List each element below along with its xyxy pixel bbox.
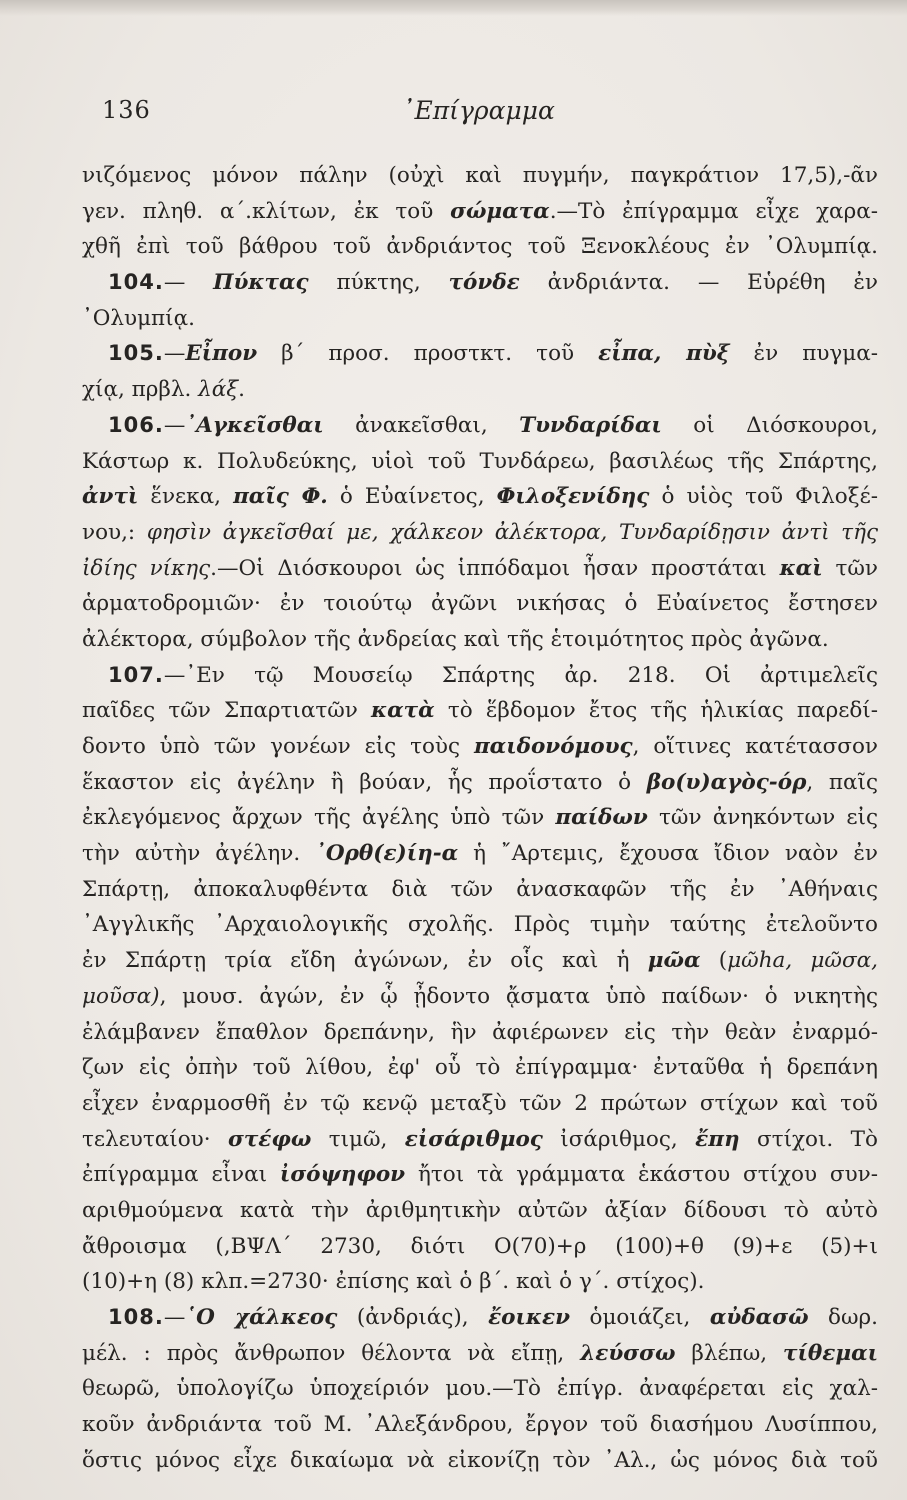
emphasis-run: κατὰ xyxy=(371,698,435,724)
text-run: ἀνακεῖσθαι, xyxy=(323,412,520,438)
text-line xyxy=(82,229,878,265)
text-run: χθῆ ἐπὶ τοῦ βάθρου τοῦ ἀνδριάντος τοῦ Ξενοκλέους ἐν ᾿Ολυμπίᾳ. xyxy=(82,234,878,260)
text-run: ( xyxy=(700,948,728,974)
emphasis-run: εἶπα, πὺξ xyxy=(598,341,730,367)
text-run: τῶν ἀνηκόντων εἰς xyxy=(647,805,878,831)
text-line xyxy=(82,729,878,765)
text-run: τὴν αὐτὴν ἀγέλην. xyxy=(82,841,316,867)
text-line xyxy=(82,479,878,515)
text-line xyxy=(82,372,878,408)
text-run: — xyxy=(163,270,214,296)
text-line xyxy=(82,1407,878,1443)
text-run: ζων εἰς ὀπὴν τοῦ λίθου, ἐφ' οὗ τὸ ἐπίγραμμα· ἐνταῦθα ἡ δρεπάνη xyxy=(82,1055,878,1081)
emphasis-run: ἔοικεν xyxy=(488,1305,571,1330)
text-run: (ἀνδριάς), xyxy=(337,1305,489,1330)
emphasis-run: παίδων xyxy=(555,805,648,831)
text-run: κοῦν ἀνδριάντα τοῦ Μ. ᾿Αλεξάνδρου, ἔργον τοῦ διασήμου Λυσίππου, xyxy=(82,1412,878,1438)
emphasis-run: λεύσσω xyxy=(580,1340,676,1366)
emphasis-run: ἔπη xyxy=(695,1126,740,1152)
emphasis-run: ᾿Αγκεῖσθαι xyxy=(185,412,324,438)
entry-number: 104. xyxy=(108,270,164,295)
text-line xyxy=(82,765,878,801)
emphasis-run: σώματα xyxy=(450,198,550,224)
text-run: μέλ. : πρὸς ἄνθρωπον θέλοντα νὰ εἴπῃ, xyxy=(82,1340,581,1366)
text-run: ᾿Ολυμπίᾳ. xyxy=(82,305,195,331)
emphasis-run: βο(υ)αγὸς-όρ xyxy=(646,769,807,795)
text-run: .—Οἱ Διόσκουροι ὡς ἱππόδαμοι ἦσαν προστάται xyxy=(210,555,780,581)
text-line xyxy=(82,836,878,872)
text-run: ἀνδριάντα. — Εὑρέθη ἐν xyxy=(519,270,878,296)
text-line xyxy=(82,1157,878,1193)
text-line xyxy=(82,194,878,230)
emphasis-run: Εἶπον xyxy=(185,341,258,367)
text-run: — xyxy=(163,341,186,367)
text-line xyxy=(82,693,878,729)
text-line xyxy=(82,515,878,551)
text-run: ἄθροισμα (,ΒΨΛ΄ 2730, διότι Ο(70)+ρ (100)+θ (9)+ε (5)+ι xyxy=(82,1233,878,1259)
text-line xyxy=(82,301,878,337)
text-run: θεωρῶ, ὑπολογίζω ὑποχείριόν μου.—Τὸ ἐπίγρ. ἀναφέρεται εἰς χαλ- xyxy=(82,1376,878,1402)
text-run: αριθμούμενα κατὰ τὴν ἀριθμητικὴν αὐτῶν ἀξίαν δίδουσι τὸ αὐτὸ xyxy=(82,1197,878,1223)
text-run: γεν. πληθ. α΄.κλίτων, ἐκ τοῦ xyxy=(82,198,451,224)
text-line xyxy=(82,408,878,444)
text-run: ᾿Αγγλικῆς ᾿Αρχαιολογικῆς σχολῆς. Πρὸς τιμὴν ταύτης ἐτελοῦντο xyxy=(82,912,878,938)
text-run: , οἵτινες κατέτασσον xyxy=(632,734,878,759)
text-run: Κάστωρ κ. Πολυδεύκης, υἱοὶ τοῦ Τυνδάρεω, βασιλέως τῆς Σπάρτης, xyxy=(82,448,878,474)
text-run: — xyxy=(163,1305,186,1330)
text-run: ὁ υἱὸς τοῦ Φιλοξέ- xyxy=(649,484,878,510)
emphasis-run: Πύκτας xyxy=(213,270,309,296)
emphasis-run: παῖς Φ. xyxy=(233,484,328,510)
text-line xyxy=(82,1300,878,1336)
text-run: ἐλάμβανεν ἔπαθλον δρεπάνην, ἣν ἀφιέρωνεν εἰς τὴν θεὰν ἐναρμό- xyxy=(82,1019,878,1045)
running-head xyxy=(102,96,882,136)
entry-number: 106. xyxy=(108,412,164,437)
emphasis-run: παιδονόμους xyxy=(473,734,633,759)
emphasis-run: στέφω xyxy=(227,1126,312,1152)
text-run: (10)+η (8) κλπ.=2730· ἐπίσης καὶ ὁ β΄. καὶ ὁ γ΄. στίχος). xyxy=(82,1269,705,1295)
text-run: παῖδες τῶν Σπαρτιατῶν xyxy=(82,698,372,724)
text-run: ὅστις μόνος εἶχε δικαίωμα νὰ εἰκονίζῃ τὸν ᾿Αλ., ὡς μόνος διὰ τοῦ xyxy=(82,1447,878,1473)
text-run: . xyxy=(238,377,245,403)
emphasis-run: καὶ xyxy=(779,555,823,581)
text-line xyxy=(82,1229,878,1265)
emphasis-run: τίθεμαι xyxy=(783,1340,878,1366)
text-run: εἶχεν ἐναρμοσθῆ ἐν τῷ κενῷ μεταξὺ τῶν 2 πρώτων στίχων καὶ τοῦ xyxy=(82,1090,878,1116)
emphasis-run: ᾿Ορθ(ε)ίη-α xyxy=(315,841,459,867)
text-run: δωρ. xyxy=(808,1305,878,1330)
text-line xyxy=(82,1122,878,1158)
text-run: ἀλέκτορα, σύμβολον τῆς ἀνδρείας καὶ τῆς ἑτοιμότητος πρὸς ἀγῶνα. xyxy=(82,626,829,652)
text-run: νιζόμενος μόνον πάλην (οὐχὶ καὶ πυγμήν, παγκράτιον 17,5),-ᾶν xyxy=(82,163,878,188)
text-run: ἤτοι τὰ γράμματα ἑκάστου στίχου συν- xyxy=(405,1162,878,1188)
text-run: ἐν Σπάρτῃ τρία εἴδη ἀγώνων, ἐν οἷς καὶ ἡ xyxy=(82,948,648,974)
text-run: πύκτης, xyxy=(308,270,449,296)
text-line xyxy=(82,336,878,372)
entry-number: 105. xyxy=(108,341,164,366)
page-top-shadow xyxy=(0,0,907,16)
text-line xyxy=(82,1336,878,1372)
text-run: χίᾳ, πρβλ. xyxy=(82,377,199,403)
text-run: βλέπω, xyxy=(675,1340,784,1366)
text-run: τελευταίου· xyxy=(82,1126,228,1152)
emphasis-run: μῶha, μῶσα, xyxy=(727,948,878,974)
text-line xyxy=(82,551,878,587)
emphasis-run: ῾Ο χάλκεος xyxy=(185,1305,338,1330)
entry-number: 107. xyxy=(108,662,164,687)
running-title: ᾿Επίγραμμα xyxy=(402,96,555,125)
emphasis-run: ἰδίης νίκης xyxy=(82,555,211,581)
text-run: οἱ Διόσκουροι, xyxy=(661,412,878,438)
text-run: τιμῶ, xyxy=(311,1126,405,1152)
text-run: τὸ ἕβδομον ἔτος τῆς ἡλικίας παρεδί- xyxy=(434,698,878,724)
text-line xyxy=(82,1086,878,1122)
entry-number: 108. xyxy=(108,1305,164,1329)
page-number: 136 xyxy=(102,96,151,124)
text-run: δοντο ὑπὸ τῶν γονέων εἰς τοὺς xyxy=(82,734,474,759)
text-line xyxy=(82,979,878,1015)
text-run: ἐπίγραμμα εἶναι xyxy=(82,1162,280,1188)
emphasis-run: μοῦσα) xyxy=(82,983,160,1009)
text-run: β΄ προσ. προστκτ. τοῦ xyxy=(257,341,599,367)
text-run: ἕνεκα, xyxy=(138,484,234,510)
text-run: ὁμοιάζει, xyxy=(570,1305,710,1330)
text-run: Σπάρτῃ, ἀποκαλυφθέντα διὰ τῶν ἀνασκαφῶν τῆς ἐν ᾿Αθήναις xyxy=(82,876,878,902)
text-line xyxy=(82,800,878,836)
text-line xyxy=(82,1015,878,1051)
text-run: .—Τὸ ἐπίγραμμα εἶχε χαρα- xyxy=(549,198,878,224)
text-line xyxy=(82,444,878,480)
text-line xyxy=(82,1193,878,1229)
text-line xyxy=(82,943,878,979)
text-run: — xyxy=(163,412,186,438)
emphasis-run: μῶα xyxy=(647,948,701,974)
text-line xyxy=(82,158,878,194)
emphasis-run: ἰσόψηφον xyxy=(279,1162,406,1188)
emphasis-run: Φιλοξενίδης xyxy=(496,484,650,510)
text-run: —᾿Εν τῷ Μουσείῳ Σπάρτης ἀρ. 218. Οἱ ἀρτιμελεῖς xyxy=(163,662,878,688)
text-line xyxy=(82,586,878,622)
text-line xyxy=(82,265,878,301)
text-run: ὁ Εὐαίνετος, xyxy=(327,484,497,510)
text-line xyxy=(82,1443,878,1479)
commentary-text xyxy=(82,158,878,1478)
text-run: ἰσάριθμος, xyxy=(542,1126,696,1152)
text-line xyxy=(82,1264,878,1300)
text-run: ἐν πυγμα- xyxy=(729,341,878,367)
text-run: νου,: xyxy=(82,519,147,545)
emphasis-run: ἀντὶ xyxy=(82,484,139,510)
text-run: ἕκαστον εἰς ἀγέλην ἢ βούαν, ἧς προΐστατο ὁ xyxy=(82,769,647,795)
text-line xyxy=(82,872,878,908)
text-line xyxy=(82,1371,878,1407)
text-run: , μουσ. ἀγών, ἐν ᾧ ᾖδοντο ᾄσματα ὑπὸ παίδων· ὁ νικητὴς xyxy=(159,983,878,1009)
emphasis-run: τόνδε xyxy=(448,270,520,296)
text-run: , παῖς xyxy=(806,769,878,795)
text-run: στίχοι. Τὸ xyxy=(739,1126,878,1152)
text-run: ἁρματοδρομιῶν· ἐν τοιούτῳ ἀγῶνι νικήσας ὁ Εὐαίνετος ἔστησεν xyxy=(82,591,878,617)
text-run: ἐκλεγόμενος ἄρχων τῆς ἀγέλης ὑπὸ τῶν xyxy=(82,805,556,831)
text-run: ἡ ῎Αρτεμις, ἔχουσα ἴδιον ναὸν ἐν xyxy=(458,841,878,867)
emphasis-run: λάξ xyxy=(198,377,239,403)
text-line xyxy=(82,658,878,694)
emphasis-run: φησὶν ἀγκεῖσθαί με, χάλκεον ἀλέκτορα, Τυνδαρίδῃσιν ἀντὶ τῆς xyxy=(146,519,878,545)
text-line xyxy=(82,1050,878,1086)
text-line xyxy=(82,622,878,658)
text-run: τῶν xyxy=(822,555,878,581)
emphasis-run: εἰσάριθμος xyxy=(404,1126,543,1152)
emphasis-run: Τυνδαρίδαι xyxy=(519,412,662,438)
text-line xyxy=(82,907,878,943)
emphasis-run: αὐδασῶ xyxy=(709,1305,809,1330)
